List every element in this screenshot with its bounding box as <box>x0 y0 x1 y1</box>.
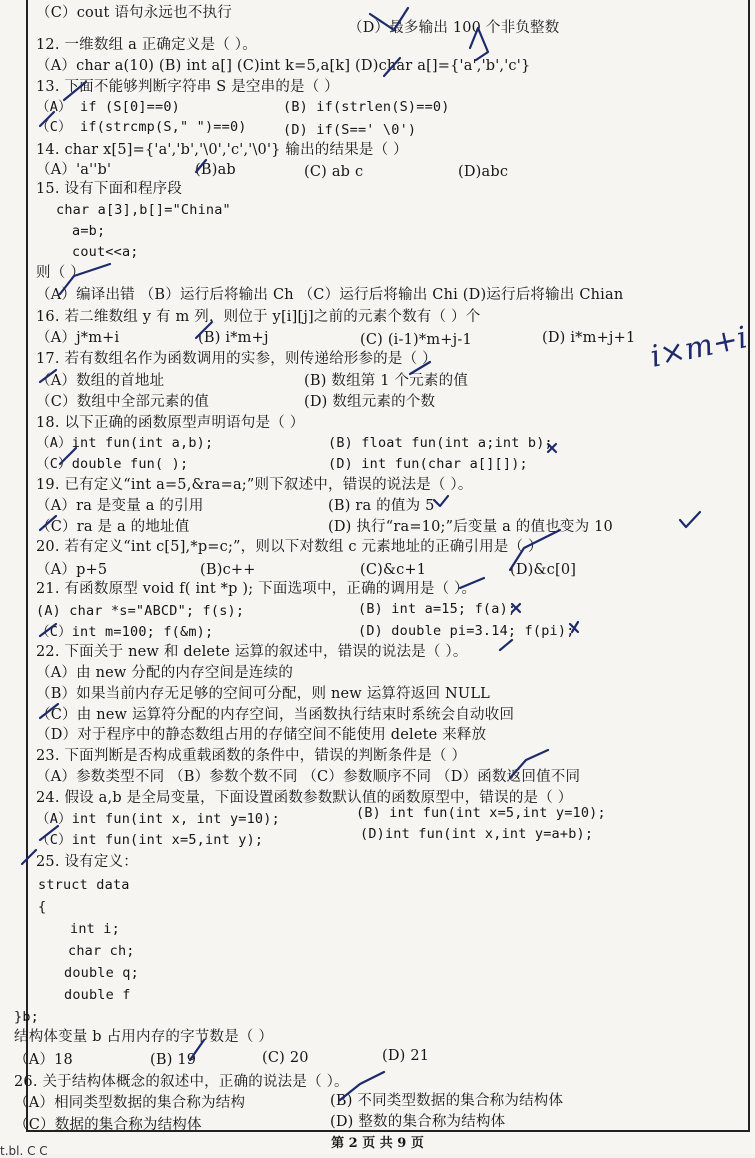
cut-off-text: t.bl. C C <box>0 1144 48 1158</box>
text-line: (C) 20 <box>262 1050 309 1066</box>
text-line: char a[3],b[]="China" <box>56 202 231 218</box>
text-line: (B)ab <box>195 162 236 178</box>
text-line: (D) 执行“ra=10;”后变量 a 的值也变为 10 <box>328 519 613 535</box>
text-line: （C）int fun(int x=5,int y); <box>36 832 264 848</box>
text-line: 18. 以下正确的函数原型声明语句是（ ） <box>36 415 305 431</box>
text-line: 19. 已有定义“int a=5,&ra=a;”则下叙述中，错误的说法是（ ）。 <box>36 477 473 493</box>
text-line: }b; <box>14 1009 39 1025</box>
text-line: 23. 下面判断是否构成重载函数的条件中，错误的判断条件是（ ） <box>36 748 467 764</box>
text-line: double f <box>64 987 131 1003</box>
text-line: （A）char a(10) (B) int a[] (C)int k=5,a[k] (D)char a[]={'a','b','c'} <box>36 58 531 74</box>
text-line: (D) 数组元素的个数 <box>304 394 436 410</box>
text-line: double q; <box>64 965 139 981</box>
text-line: （C）double fun( ); <box>36 456 189 472</box>
text-line: （D）对于程序中的静态数组占用的存储空间不能使用 delete 来释放 <box>36 727 487 743</box>
text-line: (C) ab c <box>304 164 364 180</box>
text-line: 17. 若有数组名作为函数调用的实参，则传递给形参的是（ ） <box>36 351 437 367</box>
text-line: （D）最多输出 100 个非负整数 <box>348 20 560 36</box>
text-line: (C) (i-1)*m+j-1 <box>360 332 472 348</box>
text-line: （A）相同类型数据的集合称为结构 <box>14 1095 246 1111</box>
text-line: (C)&c+1 <box>360 562 427 578</box>
text-line: (B) int fun(int x=5,int y=10); <box>356 805 606 821</box>
text-line: （A）'a''b' <box>36 162 112 178</box>
text-line: 25. 设有定义： <box>36 854 138 870</box>
text-line: （C）int m=100; f(&m); <box>36 624 214 640</box>
text-line: （A）数组的首地址 <box>36 373 165 389</box>
text-line: 24. 假设 a,b 是全局变量，下面设置函数参数默认值的函数原型中，错误的是（ ） <box>36 790 573 806</box>
text-line: (A) char *s="ABCD"; f(s); <box>36 603 245 619</box>
text-line: struct data <box>38 877 130 893</box>
text-line: 13. 下面不能够判断字符串 S 是空串的是（ ） <box>36 79 339 95</box>
text-line: 16. 若二维数组 y 有 m 列，则位于 y[i][j]之前的元素个数有（ ）个 <box>36 309 481 325</box>
text-line: (B) int a=15; f(a); <box>358 601 517 617</box>
text-line: char ch; <box>68 943 135 959</box>
text-line: （A） if (S[0]==0) <box>36 99 180 115</box>
text-line: （A）p+5 <box>36 562 108 578</box>
text-line: int i; <box>70 921 120 937</box>
text-line: （A）18 <box>14 1052 73 1068</box>
text-line: （C）数组中全部元素的值 <box>36 394 209 410</box>
text-line: (B) 19 <box>150 1052 197 1068</box>
text-line: （C）cout 语句永远也不执行 <box>36 5 232 21</box>
page-footer: 第 2 页 共 9 页 <box>331 1136 424 1151</box>
text-line: (D) int fun(char a[][]); <box>328 456 528 472</box>
text-line: (B) 不同类型数据的集合称为结构体 <box>330 1093 564 1109</box>
text-line: a=b; <box>72 223 106 239</box>
text-line: (B) ra 的值为 5 <box>328 498 435 514</box>
text-line: （A）编译出错 （B）运行后将输出 Ch （C）运行后将输出 Chi (D)运行后将输出 Chian <box>36 287 624 303</box>
text-line: (B) 数组第 1 个元素的值 <box>304 373 469 389</box>
text-line: （C）数据的集合称为结构体 <box>14 1117 202 1133</box>
handwritten-note: i×m+i <box>647 320 751 375</box>
text-line: 则（ ） <box>36 265 85 281</box>
text-line: （A）参数类型不同 （B）参数个数不同 （C）参数顺序不同 （D）函数返回值不同 <box>36 769 581 785</box>
text-line: (D) 整数的集合称为结构体 <box>330 1114 506 1130</box>
text-line: （C）由 new 运算符分配的内存空间，当函数执行结束时系统会自动收回 <box>36 707 515 723</box>
text-line: (D) 21 <box>382 1048 430 1064</box>
text-line: （A）int fun(int x, int y=10); <box>36 811 280 827</box>
text-line: 结构体变量 b 占用内存的字节数是（ ） <box>14 1029 274 1045</box>
text-line: (B) if(strlen(S)==0) <box>283 99 450 115</box>
text-line: 22. 下面关于 new 和 delete 运算的叙述中，错误的说法是（ ）。 <box>36 644 468 660</box>
text-line: 14. char x[5]={'a','b','\0','c','\0'} 输出的结果是（ ） <box>36 142 408 158</box>
text-line: 26. 关于结构体概念的叙述中，正确的说法是（ ）。 <box>14 1074 349 1090</box>
text-line: (D) i*m+j+1 <box>542 330 636 346</box>
text-line: （B）如果当前内存无足够的空间可分配，则 new 运算符返回 NULL <box>36 686 490 702</box>
text-line: (D)abc <box>458 164 509 180</box>
text-line: (B) float fun(int a;int b); <box>328 435 553 451</box>
text-line: （C） if(strcmp(S," ")==0) <box>36 119 247 135</box>
text-line: （A）由 new 分配的内存空间是连续的 <box>36 665 294 681</box>
text-line: （A）j*m+i <box>36 330 120 346</box>
text-line: cout<<a; <box>72 244 139 260</box>
text-line: （A）ra 是变量 a 的引用 <box>36 498 204 514</box>
text-line: { <box>38 899 47 915</box>
text-line: (B) i*m+j <box>198 330 269 346</box>
text-line: 20. 若有定义“int c[5],*p=c;”，则以下对数组 c 元素地址的正确引用是（ ） <box>36 539 543 555</box>
text-line: 21. 有函数原型 void f( int *p ); 下面选项中，正确的调用是（ ）。 <box>36 581 477 597</box>
text-line: (D)int fun(int x,int y=a+b); <box>360 826 594 842</box>
text-line: 12. 一维数组 a 正确定义是（ ）。 <box>36 37 257 53</box>
text-line: (D)&c[0] <box>510 562 577 578</box>
text-line: （A）int fun(int a,b); <box>36 435 214 451</box>
text-line: (D) if(S==' \0') <box>283 122 417 138</box>
text-line: 15. 设有下面和程序段 <box>36 181 183 197</box>
text-line: (D) double pi=3.14; f(pi); <box>358 623 575 639</box>
text-line: （C）ra 是 a 的地址值 <box>36 519 190 535</box>
text-line: (B)c++ <box>200 562 256 578</box>
